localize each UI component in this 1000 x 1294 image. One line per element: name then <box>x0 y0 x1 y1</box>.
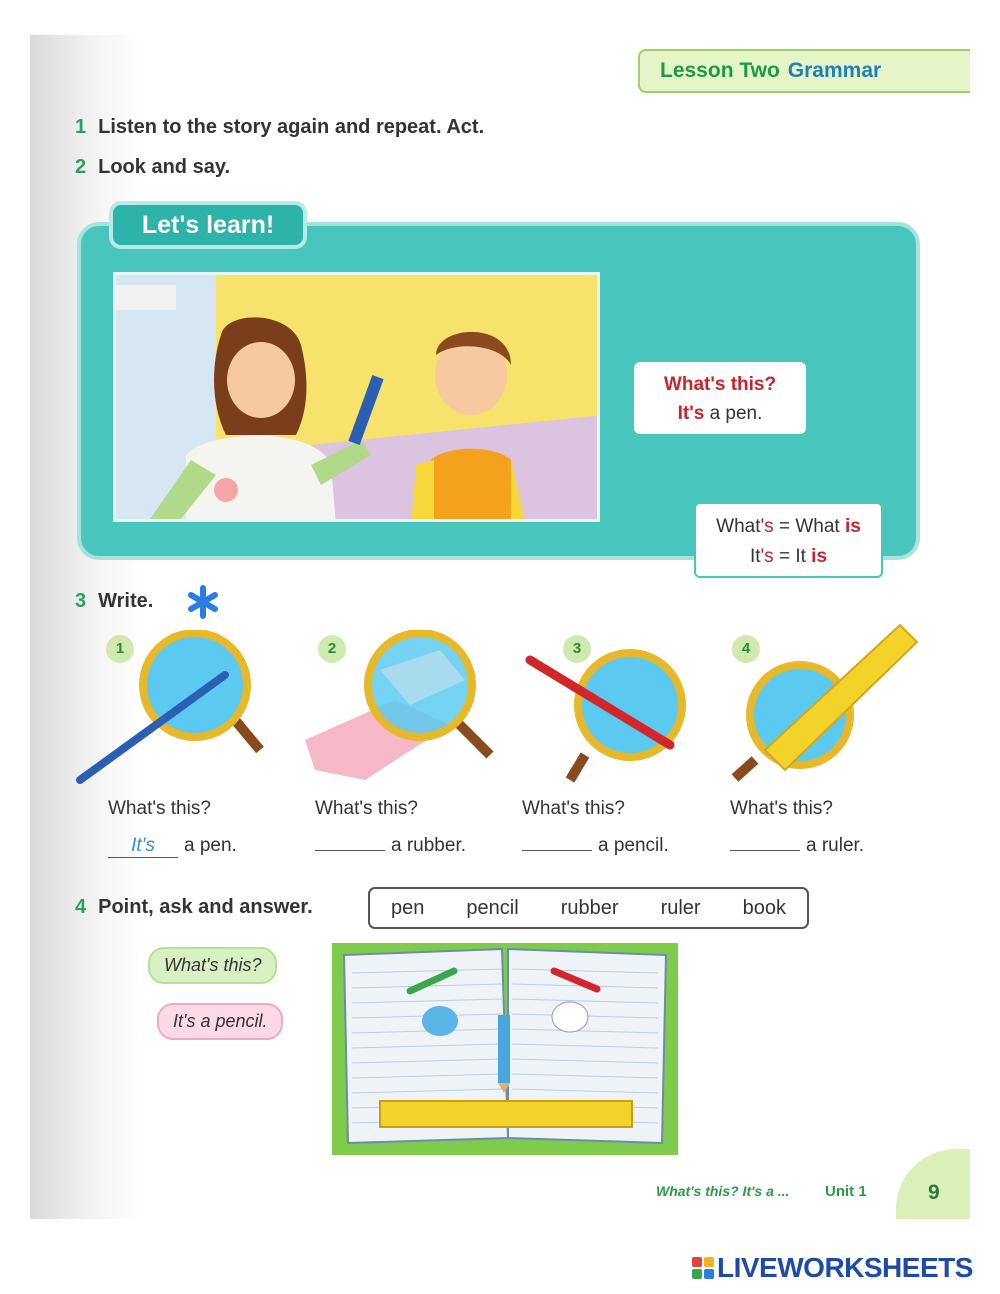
instruction-text: Look and say. <box>98 156 231 178</box>
question-text: What's this? <box>730 798 833 819</box>
word-bank-item: ruler <box>660 896 701 919</box>
lesson-topic: Grammar <box>787 59 882 82</box>
magnifier-pen-image <box>75 630 275 795</box>
word-bank <box>368 887 809 929</box>
exercise-number: 4 <box>75 896 87 918</box>
item-number: 2 <box>318 635 346 663</box>
answer-line <box>108 835 237 858</box>
item-number: 4 <box>732 635 760 663</box>
answer-blank[interactable] <box>730 850 800 851</box>
lesson-label: Lesson Two <box>660 59 780 82</box>
book-face-illustration <box>332 943 678 1155</box>
answer-rest: a pen. <box>184 835 237 856</box>
item-number: 1 <box>106 635 134 663</box>
exercise-title: Point, ask and answer. <box>98 896 313 918</box>
instruction-2 <box>75 156 230 179</box>
answer-blank[interactable]: It's <box>108 835 178 858</box>
answer-line <box>730 835 864 857</box>
lesson-header <box>638 49 970 93</box>
word-bank-item: pencil <box>466 896 519 919</box>
word-bank-item: book <box>742 896 786 919</box>
instruction-1 <box>75 116 484 139</box>
question-text: What's this? <box>522 798 625 819</box>
word-bank-item: pen <box>391 896 425 919</box>
item-number: 3 <box>563 635 591 663</box>
answer-rest: a rubber. <box>391 835 466 856</box>
contraction-line-2: It's = It is <box>749 546 828 567</box>
bubble-question: What's this? <box>663 374 777 395</box>
speech-bubble-answer: It's a pencil. <box>157 1003 283 1040</box>
footer-unit: Unit 1 <box>825 1183 867 1200</box>
magnifier-pencil-image <box>525 645 705 800</box>
answer-blank[interactable] <box>315 850 385 851</box>
logo-text: LIVEWORKSHEETS <box>717 1252 973 1283</box>
exercise-number: 3 <box>75 590 87 612</box>
instruction-number: 1 <box>75 116 87 138</box>
magnifier-rubber-image <box>300 630 500 795</box>
page-number: 9 <box>928 1181 940 1204</box>
exercise-3-heading <box>75 590 153 613</box>
instruction-text: Listen to the story again and repeat. Act. <box>98 116 485 138</box>
worksheet-page <box>30 35 970 1219</box>
lets-learn-tab: Let's learn! <box>109 201 307 249</box>
contraction-box <box>694 502 883 578</box>
bubble-answer <box>634 399 806 428</box>
answer-rest: a ruler. <box>806 835 865 856</box>
question-text: What's this? <box>108 798 211 819</box>
answer-rest: a pencil. <box>598 835 669 856</box>
exercise-4-heading <box>75 896 313 919</box>
asterisk-icon <box>185 584 221 625</box>
answer-blank[interactable] <box>522 850 592 851</box>
exercise-title: Write. <box>98 590 154 612</box>
word-bank-item: rubber <box>560 896 619 919</box>
speech-bubble-question: What's this? <box>148 947 277 984</box>
logo-mark-icon <box>692 1257 714 1279</box>
question-text: What's this? <box>315 798 418 819</box>
magnifier-ruler-image <box>725 620 925 790</box>
story-illustration <box>113 272 600 522</box>
instruction-number: 2 <box>75 156 87 178</box>
bubble-answer-rest: a pen. <box>709 403 763 424</box>
grammar-bubble-question <box>634 362 806 434</box>
bubble-answer-highlight: It's <box>677 403 705 424</box>
answer-line <box>522 835 669 857</box>
liveworksheets-logo[interactable] <box>692 1252 973 1284</box>
contraction-line-1: What's = What is <box>716 516 861 537</box>
answer-line <box>315 835 466 857</box>
footer-caption: What's this? It's a ... <box>656 1183 790 1199</box>
